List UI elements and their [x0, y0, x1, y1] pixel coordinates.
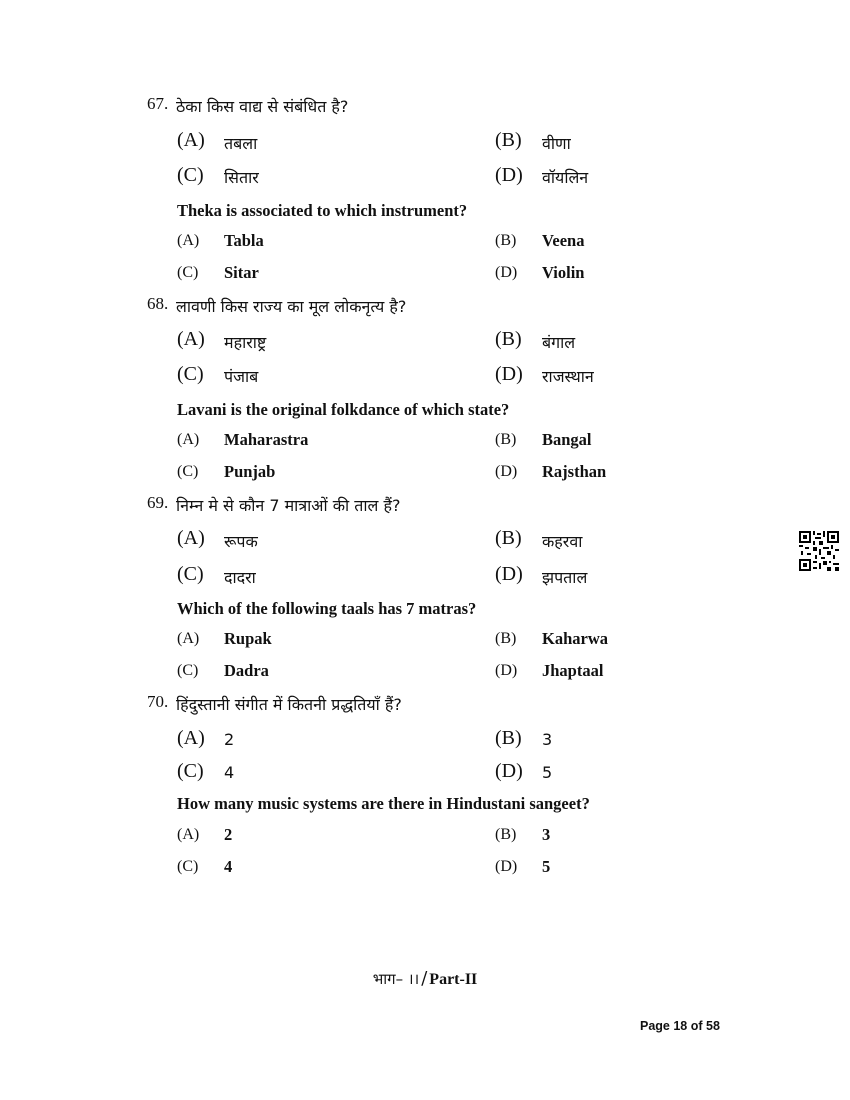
- hindi-option-b: कहरवा: [542, 532, 583, 551]
- option-letter-a: (A): [177, 129, 205, 151]
- option-letter-a: (A): [177, 527, 205, 549]
- option-letter-a: (A): [177, 727, 205, 749]
- hindi-option-c: दादरा: [224, 568, 256, 587]
- option-letter-b: (B): [495, 129, 522, 151]
- part-label-hindi: भाग– ।।: [372, 970, 420, 988]
- option-letter-b: (B): [495, 232, 517, 249]
- hindi-option-c: 4: [224, 763, 235, 782]
- part-label-english: Part-II: [429, 971, 478, 988]
- qr-code-icon: [799, 531, 839, 571]
- english-option-c: Dadra: [224, 661, 269, 680]
- option-letter-d: (D): [495, 662, 518, 679]
- option-letter-d: (D): [495, 463, 518, 480]
- hindi-option-d: वॉयलिन: [542, 168, 589, 187]
- english-option-a: Maharastra: [224, 430, 309, 449]
- option-letter-c: (C): [177, 858, 199, 875]
- english-option-a: Rupak: [224, 629, 272, 648]
- english-option-d: Rajsthan: [542, 462, 607, 481]
- option-letter-c: (C): [177, 563, 204, 585]
- hindi-question-text: हिंदुस्तानी संगीत में कितनी प्रद्धतियाँ हैं?: [176, 695, 402, 714]
- english-option-a: Tabla: [224, 231, 264, 250]
- option-letter-c: (C): [177, 164, 204, 186]
- english-option-c: 4: [224, 857, 233, 876]
- hindi-option-c: सितार: [224, 168, 259, 187]
- english-option-a: 2: [224, 825, 233, 844]
- hindi-option-b: बंगाल: [542, 333, 576, 352]
- option-letter-b: (B): [495, 527, 522, 549]
- hindi-option-c: पंजाब: [224, 367, 259, 386]
- hindi-option-a: 2: [224, 730, 235, 749]
- english-question-text: Which of the following taals has 7 matras?: [177, 599, 477, 618]
- hindi-question-text: निम्न मे से कौन 7 मात्राओं की ताल हैं?: [176, 496, 401, 515]
- english-question-text: How many music systems are there in Hindustani sangeet?: [177, 794, 590, 813]
- hindi-option-d: झपताल: [542, 568, 588, 587]
- option-letter-a: (A): [177, 630, 200, 647]
- hindi-option-b: वीणा: [542, 134, 571, 153]
- option-letter-a: (A): [177, 826, 200, 843]
- option-letter-c: (C): [177, 463, 199, 480]
- option-letter-c: (C): [177, 264, 199, 281]
- question-number: 68.: [147, 294, 169, 313]
- hindi-question-text: ठेका किस वाद्य से संबंधित है?: [176, 97, 349, 116]
- page-number: Page 18 of 58: [640, 1019, 720, 1033]
- english-option-b: 3: [542, 825, 551, 844]
- english-option-c: Sitar: [224, 263, 259, 282]
- option-letter-d: (D): [495, 563, 523, 585]
- english-option-b: Bangal: [542, 430, 592, 449]
- option-letter-c: (C): [177, 760, 204, 782]
- english-question-text: Theka is associated to which instrument?: [177, 201, 468, 220]
- option-letter-a: (A): [177, 232, 200, 249]
- option-letter-d: (D): [495, 858, 518, 875]
- question-number: 70.: [147, 692, 169, 711]
- option-letter-d: (D): [495, 264, 518, 281]
- english-question-text: Lavani is the original folkdance of which state?: [177, 400, 510, 419]
- english-option-d: Jhaptaal: [542, 661, 604, 680]
- option-letter-c: (C): [177, 662, 199, 679]
- english-option-d: 5: [542, 857, 551, 876]
- part-label-separator: /: [421, 968, 428, 989]
- option-letter-a: (A): [177, 431, 200, 448]
- english-option-b: Kaharwa: [542, 629, 608, 648]
- question-number: 69.: [147, 493, 169, 512]
- question-number: 67.: [147, 94, 169, 113]
- hindi-option-a: तबला: [224, 134, 258, 153]
- option-letter-d: (D): [495, 164, 523, 186]
- english-option-d: Violin: [542, 263, 585, 282]
- option-letter-c: (C): [177, 363, 204, 385]
- option-letter-b: (B): [495, 727, 522, 749]
- english-option-c: Punjab: [224, 462, 276, 481]
- hindi-option-a: महाराष्ट्र: [224, 333, 267, 352]
- option-letter-b: (B): [495, 431, 517, 448]
- option-letter-a: (A): [177, 328, 205, 350]
- english-option-b: Veena: [542, 231, 585, 250]
- option-letter-b: (B): [495, 826, 517, 843]
- hindi-option-d: राजस्थान: [542, 367, 594, 386]
- hindi-question-text: लावणी किस राज्य का मूल लोकनृत्य है?: [176, 297, 407, 316]
- option-letter-b: (B): [495, 328, 522, 350]
- option-letter-d: (D): [495, 760, 523, 782]
- option-letter-b: (B): [495, 630, 517, 647]
- part-label: [0, 968, 850, 989]
- hindi-option-d: 5: [542, 763, 553, 782]
- hindi-option-a: रूपक: [224, 532, 258, 551]
- hindi-option-b: 3: [542, 730, 553, 749]
- option-letter-d: (D): [495, 363, 523, 385]
